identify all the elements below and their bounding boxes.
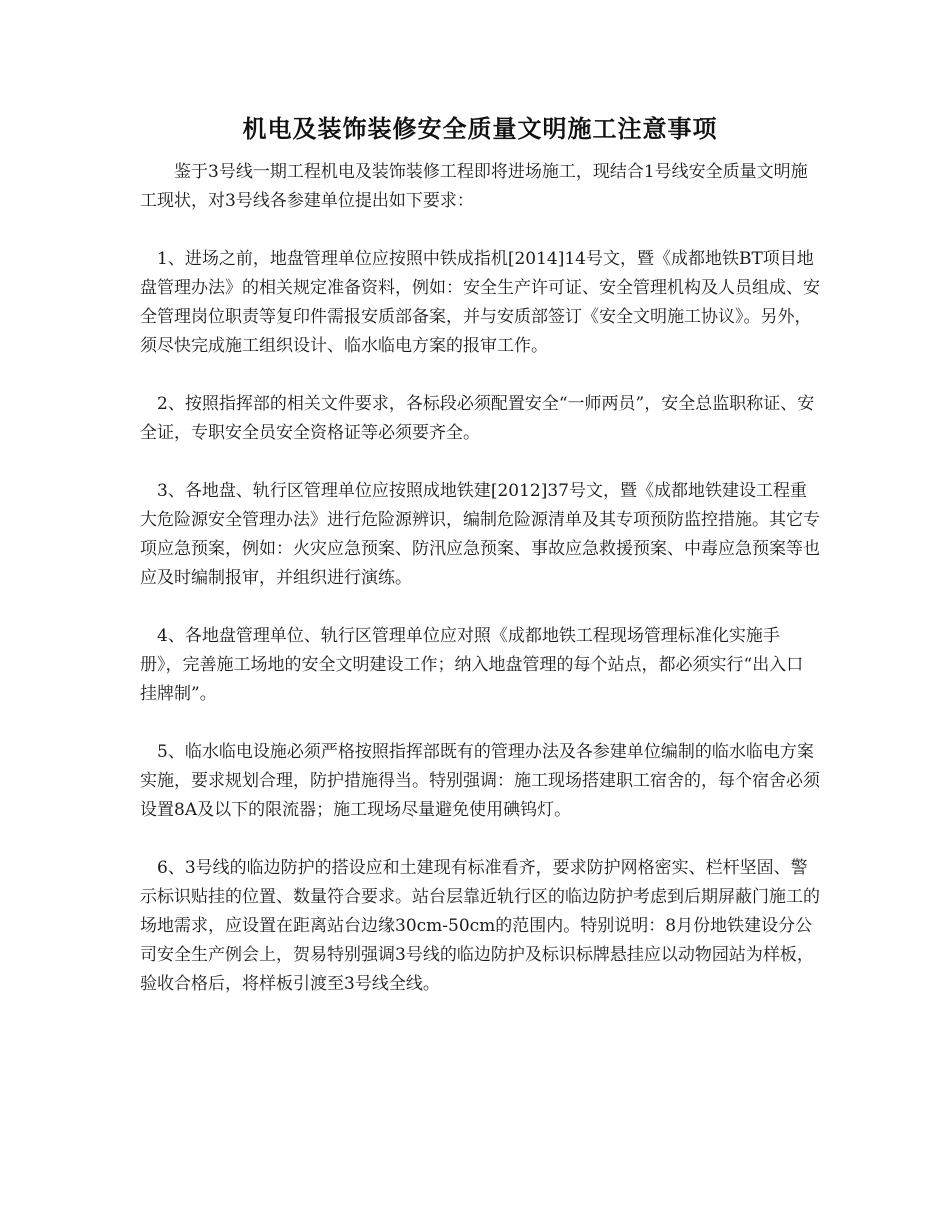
requirement-item-1: 1、进场之前，地盘管理单位应按照中铁成指机[2014]14号文，暨《成都地铁BT项目地盘管理办法》的相关规定准备资料，例如：安全生产许可证、安全管理机构及人员组成、安全管理岗位职责等复印件需报安质部备案，并与安质部签订《安全文明施工协议》。另外，须尽快完成施工组织设计、临水临电方案的报审工作。 bbox=[140, 249, 820, 356]
intro-paragraph: 鉴于3号线一期工程机电及装饰装修工程即将进场施工，现结合1号线安全质量文明施工现状，对3号线各参建单位提出如下要求： bbox=[140, 162, 808, 211]
requirement-item-2: 2、按照指挥部的相关文件要求，各标段必须配置安全“一师两员”，安全总监职称证、安全证，专职安全员安全资格证等必须要齐全。 bbox=[140, 394, 815, 443]
requirement-item-6: 6、3号线的临边防护的搭设应和土建现有标准看齐，要求防护网格密实、栏杆坚固、警示标识贴挂的位置、数量符合要求。站台层靠近轨行区的临边防护考虑到后期屏蔽门施工的场地需求，应设置在距离站台边缘30cm-50cm的范围内。特别说明：8月份地铁建设分公司安全生产例会上，贺易特别强调3号线的临边防护及标识标牌悬挂应以动物园站为样板，验收合格后，将样板引渡至3号线全线。 bbox=[140, 858, 820, 994]
requirement-item-3: 3、各地盘、轨行区管理单位应按照成地铁建[2012]37号文，暨《成都地铁建设工程重大危险源安全管理办法》进行危险源辨识，编制危险源清单及其专项预防监控措施。其它专项应急预案，例如：火灾应急预案、防汛应急预案、事故应急救援预案、中毒应急预案等也应及时编制报审，并组织进行演练。 bbox=[140, 481, 820, 588]
requirement-item-4: 4、各地盘管理单位、轨行区管理单位应对照《成都地铁工程现场管理标准化实施手册》，完善施工场地的安全文明建设工作；纳入地盘管理的每个站点，都必须实行“出入口挂牌制”。 bbox=[140, 626, 804, 704]
document-title: 机电及装饰装修安全质量文明施工注意事项 bbox=[242, 114, 718, 143]
document-body bbox=[140, 112, 820, 999]
requirement-item-5: 5、临水临电设施必须严格按照指挥部既有的管理办法及各参建单位编制的临水临电方案实施，要求规划合理，防护措施得当。特别强调：施工现场搭建职工宿舍的，每个宿舍必须设置8A及以下的限流器；施工现场尽量避免使用碘钨灯。 bbox=[140, 742, 820, 820]
